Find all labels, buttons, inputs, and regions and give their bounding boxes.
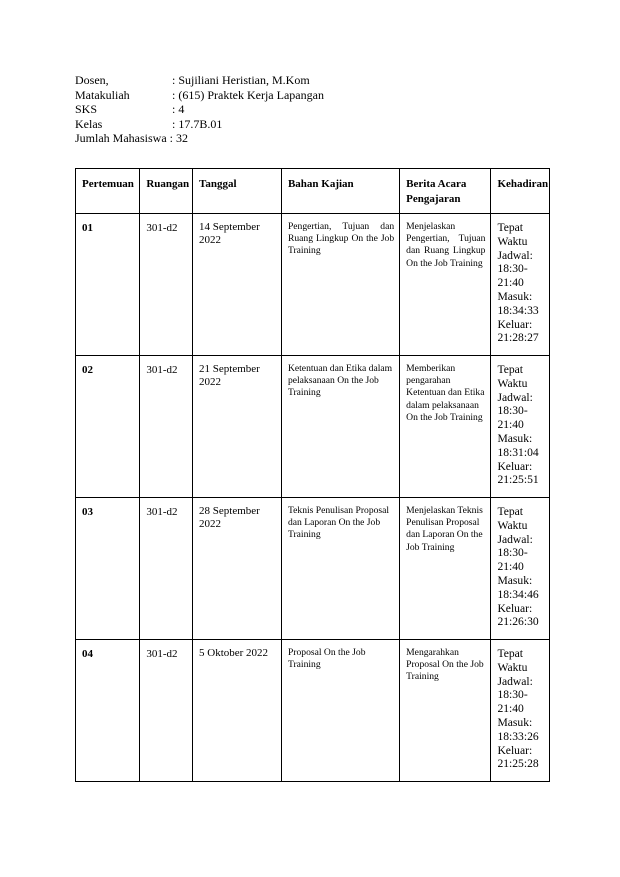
matakuliah-label: Matakuliah: [75, 87, 130, 102]
cell-pertemuan: 01: [76, 214, 140, 356]
cell-berita-acara: Menjelaskan Pengertian, Tujuan dan Ruang Lingkup On the Job Training: [400, 214, 491, 356]
header-pertemuan: Pertemuan: [76, 169, 140, 214]
kehadiran-status: Tepat Waktu: [497, 647, 528, 674]
info-row-jumlah: [75, 131, 324, 146]
kehadiran-jadwal: Jadwal: 18:30-21:40: [497, 674, 533, 716]
cell-berita-acara: Mengarahkan Proposal On the Job Training: [400, 640, 491, 782]
table-row: [76, 214, 550, 356]
cell-bahan-kajian: Pengertian, Tujuan dan Ruang Lingkup On the Job Training: [281, 214, 399, 356]
header-berita-acara: Berita Acara Pengajaran: [400, 169, 491, 214]
info-row-matakuliah: [75, 88, 324, 103]
kehadiran-status: Tepat Waktu: [497, 221, 528, 248]
cell-kehadiran: [491, 356, 550, 498]
kehadiran-keluar: Keluar: 21:25:51: [497, 459, 539, 487]
sks-label: SKS: [75, 102, 98, 117]
dosen-label: Dosen,: [75, 73, 109, 87]
kehadiran-keluar: Keluar: 21:28:27: [497, 317, 539, 345]
dosen-value: : Sujiliani Heristian, M.Kom: [172, 73, 310, 87]
table-row: [76, 640, 550, 782]
course-info: [75, 73, 324, 146]
header-tanggal: Tanggal: [193, 169, 282, 214]
cell-bahan-kajian: Teknis Penulisan Proposal dan Laporan On the Job Training: [281, 498, 399, 640]
cell-ruangan: 301-d2: [140, 640, 193, 782]
header-ruangan: Ruangan: [140, 169, 193, 214]
cell-pertemuan: 02: [76, 356, 140, 498]
info-row-sks: [75, 102, 324, 117]
cell-pertemuan: 03: [76, 498, 140, 640]
kehadiran-masuk: Masuk: 18:34:33: [497, 289, 539, 317]
kehadiran-jadwal: Jadwal: 18:30-21:40: [497, 248, 533, 290]
cell-tanggal: 21 September 2022: [193, 356, 282, 498]
cell-kehadiran: [491, 640, 550, 782]
kehadiran-jadwal: Jadwal: 18:30-21:40: [497, 532, 533, 574]
info-row-kelas: [75, 117, 324, 132]
kehadiran-jadwal: Jadwal: 18:30-21:40: [497, 390, 533, 432]
cell-kehadiran: [491, 214, 550, 356]
cell-bahan-kajian: Proposal On the Job Training: [281, 640, 399, 782]
kelas-label: Kelas: [75, 116, 103, 131]
cell-berita-acara: Memberikan pengarahan Ketentuan dan Etika dalam pelaksanaan On the Job Training: [400, 356, 491, 498]
attendance-table: [75, 168, 550, 782]
kehadiran-masuk: Masuk: 18:33:26: [497, 715, 539, 743]
kehadiran-masuk: Masuk: 18:31:04: [497, 431, 539, 459]
table-header-row: [76, 169, 550, 214]
kehadiran-status: Tepat Waktu: [497, 505, 528, 532]
info-row-dosen: [75, 73, 324, 88]
cell-tanggal: 14 September 2022: [193, 214, 282, 356]
kehadiran-masuk: Masuk: 18:34:46: [497, 573, 539, 601]
matakuliah-value: : (615) Praktek Kerja Lapangan: [172, 87, 324, 102]
cell-ruangan: 301-d2: [140, 214, 193, 356]
cell-berita-acara: Menjelaskan Teknis Penulisan Proposal dan Laporan On the Job Training: [400, 498, 491, 640]
sks-value: : 4: [172, 102, 185, 117]
header-bahan-kajian: Bahan Kajian: [281, 169, 399, 214]
cell-tanggal: 28 September 2022: [193, 498, 282, 640]
kelas-value: : 17.7B.01: [172, 116, 223, 131]
table-row: [76, 498, 550, 640]
kehadiran-keluar: Keluar: 21:25:28: [497, 743, 539, 771]
jumlah-label: Jumlah Mahasiswa: [75, 131, 167, 146]
cell-pertemuan: 04: [76, 640, 140, 782]
cell-bahan-kajian: Ketentuan dan Etika dalam pelaksanaan On the Job Training: [281, 356, 399, 498]
kehadiran-status: Tepat Waktu: [497, 363, 528, 390]
cell-tanggal: 5 Oktober 2022: [193, 640, 282, 782]
cell-ruangan: 301-d2: [140, 498, 193, 640]
cell-ruangan: 301-d2: [140, 356, 193, 498]
kehadiran-keluar: Keluar: 21:26:30: [497, 601, 539, 629]
jumlah-value: : 32: [166, 131, 188, 146]
header-kehadiran: Kehadiran: [491, 169, 550, 214]
table-row: [76, 356, 550, 498]
cell-kehadiran: [491, 498, 550, 640]
